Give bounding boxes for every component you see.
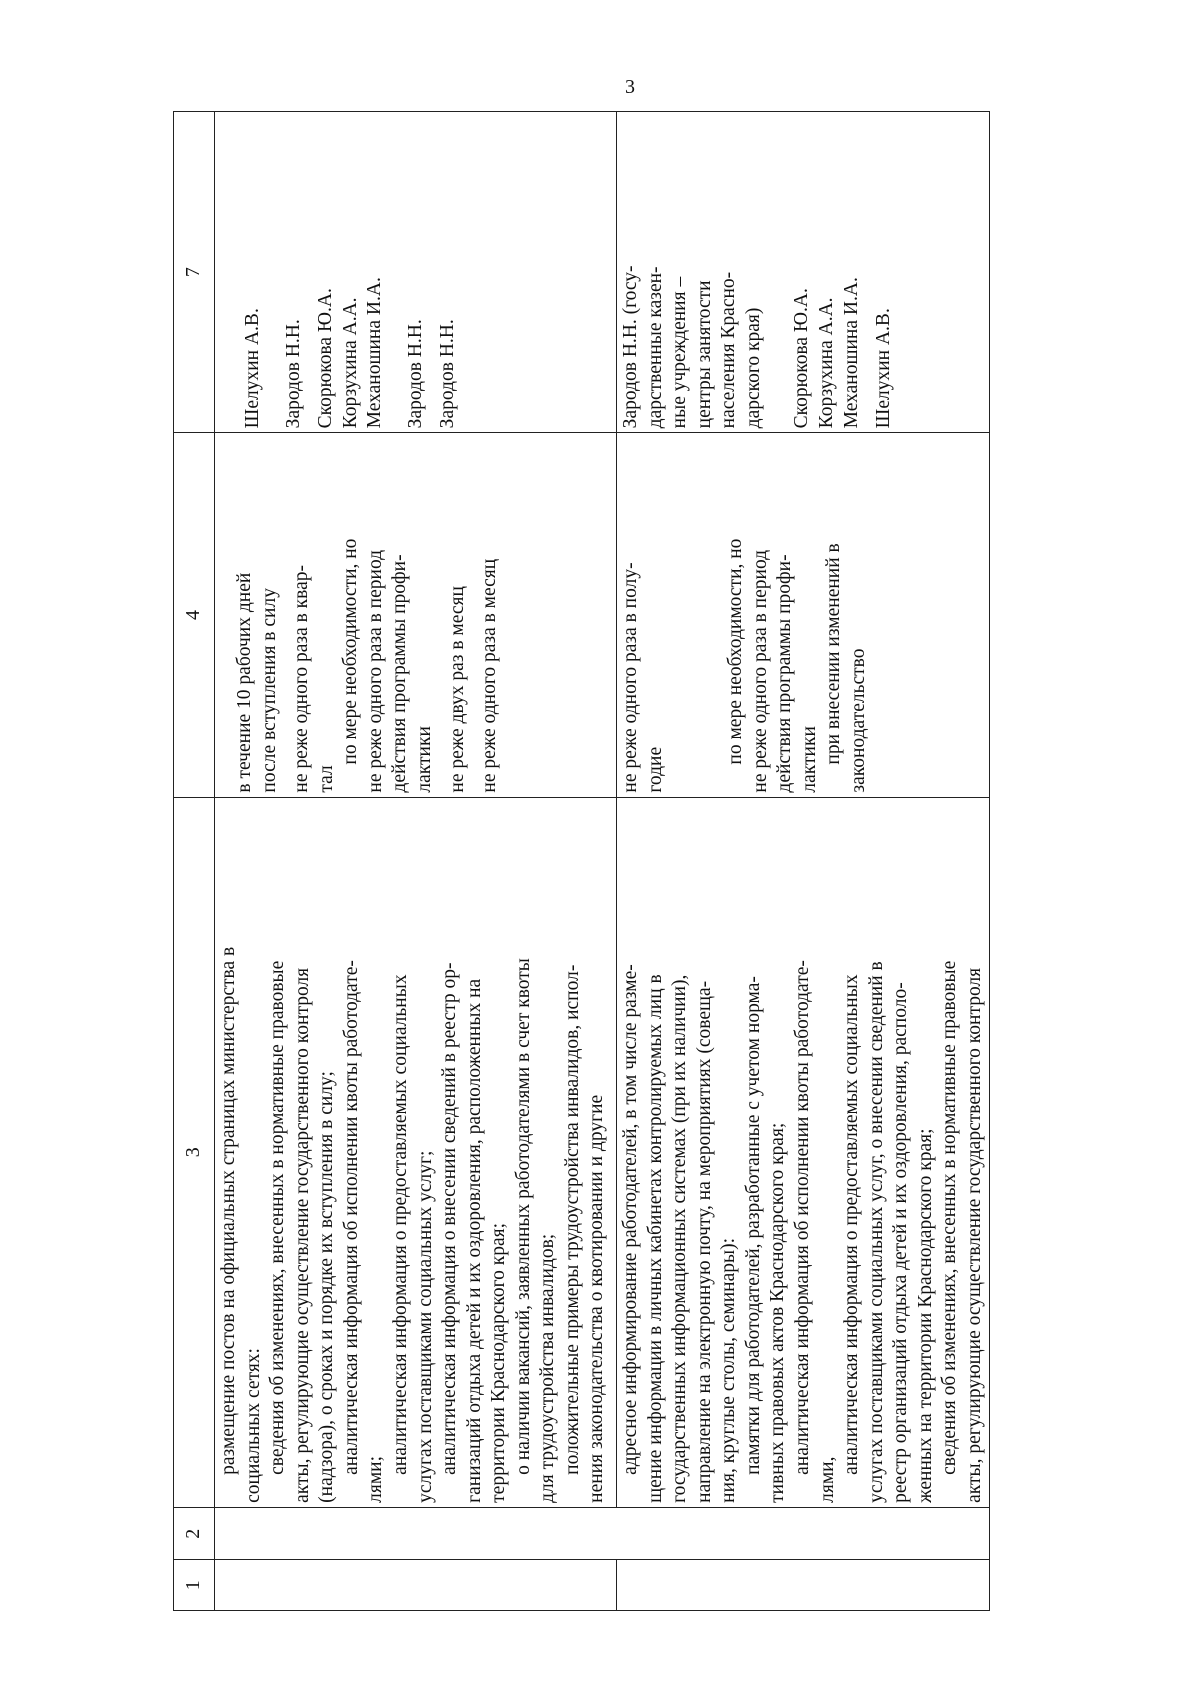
cell-text-line: центры занятости xyxy=(693,280,715,429)
cell-text-line: аналитическая информация о предоставляемых социальных xyxy=(841,974,863,1475)
cell-text-line: сведения об изменениях, внесенных в нормативные правовые xyxy=(939,960,961,1475)
cell-text-line: услугах поставщиками социальных услуг, о внесении сведений в xyxy=(865,961,887,1503)
cell-spacer xyxy=(766,116,774,428)
cell-spacer xyxy=(668,437,676,792)
cell-spacer xyxy=(700,437,708,792)
cell-text-line: лями, xyxy=(816,1456,838,1503)
cell-text-line: нения законодательства о квотировании и другие xyxy=(586,1094,608,1503)
cell-text-line: о наличии вакансий, заявленных работодателями в счет квоты xyxy=(512,958,534,1475)
cell-text-line: Зародов Н.Н. xyxy=(404,319,426,429)
cell-text-line: размещение постов на официальных страницах министерства в xyxy=(218,946,239,1475)
cell-text-line: Шелухин А.В. xyxy=(242,308,263,429)
header-row xyxy=(174,112,215,1611)
cell-text-line: лями; xyxy=(365,1455,387,1503)
cell-text-line: услугах поставщиками социальных услуг; xyxy=(414,1150,436,1503)
cell-spacer xyxy=(225,437,233,792)
header-col-2: 2 xyxy=(174,1507,215,1560)
cell-text-line: не реже одного раза в период xyxy=(749,549,771,793)
cell-text-line: Зародов Н.Н. (госу- xyxy=(620,265,641,429)
cell-text-line: акты, регулирующие осуществление государственного контроля xyxy=(291,967,313,1503)
cell-spacer xyxy=(716,437,724,792)
cell-spacer xyxy=(438,437,446,792)
cell-text-line: для трудоустройства инвалидов; xyxy=(537,1233,559,1503)
cell-col-1 xyxy=(215,1560,617,1611)
cell-spacer xyxy=(266,116,274,428)
cell-col-3 xyxy=(215,797,617,1507)
cell-spacer xyxy=(708,437,716,792)
cell-text-line: аналитическая информация об исполнении квоты работодате- xyxy=(340,960,362,1475)
cell-text-line: действия программы профи- xyxy=(389,554,411,793)
cell-text-line: сведения об изменениях, внесенных в нормативные правовые xyxy=(267,960,289,1475)
cell-text-line: положительные примеры трудоустройства инвалидов, испол- xyxy=(561,964,583,1475)
cell-text-line: по мере необходимости, но xyxy=(340,538,362,765)
cell-text-line: аналитическая информация об исполнении квоты работодате- xyxy=(791,960,813,1475)
cell-text-line: лактики xyxy=(413,726,435,793)
header-col-7: 7 xyxy=(174,112,215,433)
cell-col-7 xyxy=(617,112,990,433)
page-number: 3 xyxy=(625,76,635,98)
cell-text-line: Корзухина А.А. xyxy=(339,297,361,429)
cell-col-7 xyxy=(215,112,617,433)
cell-spacer xyxy=(864,116,872,428)
cell-text-line: Скорюкова Ю.А. xyxy=(791,288,813,429)
cell-spacer xyxy=(684,437,692,792)
cell-text-line: Шелухин А.В. xyxy=(873,308,895,429)
cell-text-line: территории Краснодарского края; xyxy=(488,1222,510,1503)
header-col-1: 1 xyxy=(174,1560,215,1611)
cell-col-2 xyxy=(215,1507,990,1560)
cell-text-line: памятки для работодателей, разработанные с учетом норма- xyxy=(742,976,764,1475)
cell-text-line: аналитическая информация о предоставляемых социальных xyxy=(389,974,411,1475)
cell-text-line: тивных правовых актов Краснодарского края; xyxy=(767,1122,789,1503)
cell-spacer xyxy=(217,437,225,792)
cell-text-line: населения Красно- xyxy=(718,271,740,429)
cell-spacer xyxy=(782,116,790,428)
table-row xyxy=(617,112,990,1611)
cell-text-line: не реже одного раза в полу- xyxy=(620,562,641,793)
cell-text-line: щение информации в личных кабинетах контролируемых лиц в xyxy=(644,974,666,1503)
cell-text-line: в течение 10 рабочих дней xyxy=(234,572,255,793)
cell-spacer xyxy=(217,116,225,428)
cell-text-line: Механошина И.А. xyxy=(840,277,862,429)
cell-col-4 xyxy=(215,433,617,797)
cell-text-line: тал xyxy=(315,765,337,793)
cell-spacer xyxy=(388,116,396,428)
cell-text-line: акты, регулирующие осуществление государственного контроля xyxy=(963,967,985,1503)
cell-text-line: Механошина И.А. xyxy=(364,277,386,429)
table-row xyxy=(215,112,617,1611)
cell-text-line: дарского края) xyxy=(742,307,764,429)
cell-text-line: государственных информационных системах (при их наличии), xyxy=(669,974,691,1503)
cell-text-line: женных на территории Краснодарского края; xyxy=(914,1128,936,1503)
cell-text-line: ния, круглые столы, семинары): xyxy=(718,1238,740,1503)
cell-text-line: адресное информирование работодателей, в том числе разме- xyxy=(620,964,641,1475)
cell-spacer xyxy=(306,116,314,428)
cell-spacer xyxy=(233,116,241,428)
cell-text-line: Зародов Н.Н. xyxy=(437,319,459,429)
cell-text-line: Скорюкова Ю.А. xyxy=(315,288,337,429)
cell-spacer xyxy=(396,116,404,428)
cell-text-line: при внесении изменений в xyxy=(823,543,845,765)
cell-text-line: реестр организаций отдыха детей и их оздоровления, располо- xyxy=(890,982,912,1503)
cell-spacer xyxy=(282,437,290,792)
cell-text-line: действия программы профи- xyxy=(774,554,796,793)
cell-text-line: не реже одного раза в квар- xyxy=(291,565,313,793)
cell-text-line: по мере необходимости, но xyxy=(725,538,747,765)
cell-text-line: не реже одного раза в месяц xyxy=(479,558,501,793)
cell-text-line: Зародов Н.Н. xyxy=(282,319,304,429)
cell-text-line: не реже одного раза в период xyxy=(364,549,386,793)
cell-text-line: ганизаций отдыха детей и их оздоровления, расположенных на xyxy=(463,978,485,1503)
cell-text-line: дарственные казен- xyxy=(644,266,666,429)
rotated-table-container xyxy=(173,111,985,1611)
cell-text-line: не реже двух раз в месяц xyxy=(446,586,468,793)
cell-spacer xyxy=(274,116,282,428)
cell-text-line: направление на электронную почту, на мероприятиях (совеща- xyxy=(693,980,715,1503)
cell-spacer xyxy=(774,116,782,428)
cell-spacer xyxy=(470,437,478,792)
header-col-3: 3 xyxy=(174,797,215,1507)
header-col-4: 4 xyxy=(174,433,215,797)
cell-spacer xyxy=(428,116,436,428)
cell-spacer xyxy=(225,116,233,428)
cell-text-line: Корзухина А.А. xyxy=(815,297,837,429)
cell-text-line: (надзора), о сроках и порядке их вступления в силу; xyxy=(316,1071,338,1503)
cell-col-1 xyxy=(617,1560,990,1611)
measures-table xyxy=(173,111,990,1611)
cell-col-3 xyxy=(617,797,990,1507)
cell-text-line: после вступления в силу xyxy=(258,588,280,793)
cell-spacer xyxy=(692,437,700,792)
cell-text-line: социальных сетях: xyxy=(242,1348,264,1503)
cell-text-line: законодательство xyxy=(847,648,869,793)
cell-text-line: лактики xyxy=(798,726,820,793)
cell-text-line: ные учреждения – xyxy=(669,276,691,429)
cell-text-line: аналитическая информация о внесении сведений в реестр ор- xyxy=(439,962,461,1475)
cell-spacer xyxy=(676,437,684,792)
cell-text-line: годие xyxy=(644,746,666,793)
cell-col-4 xyxy=(617,433,990,797)
